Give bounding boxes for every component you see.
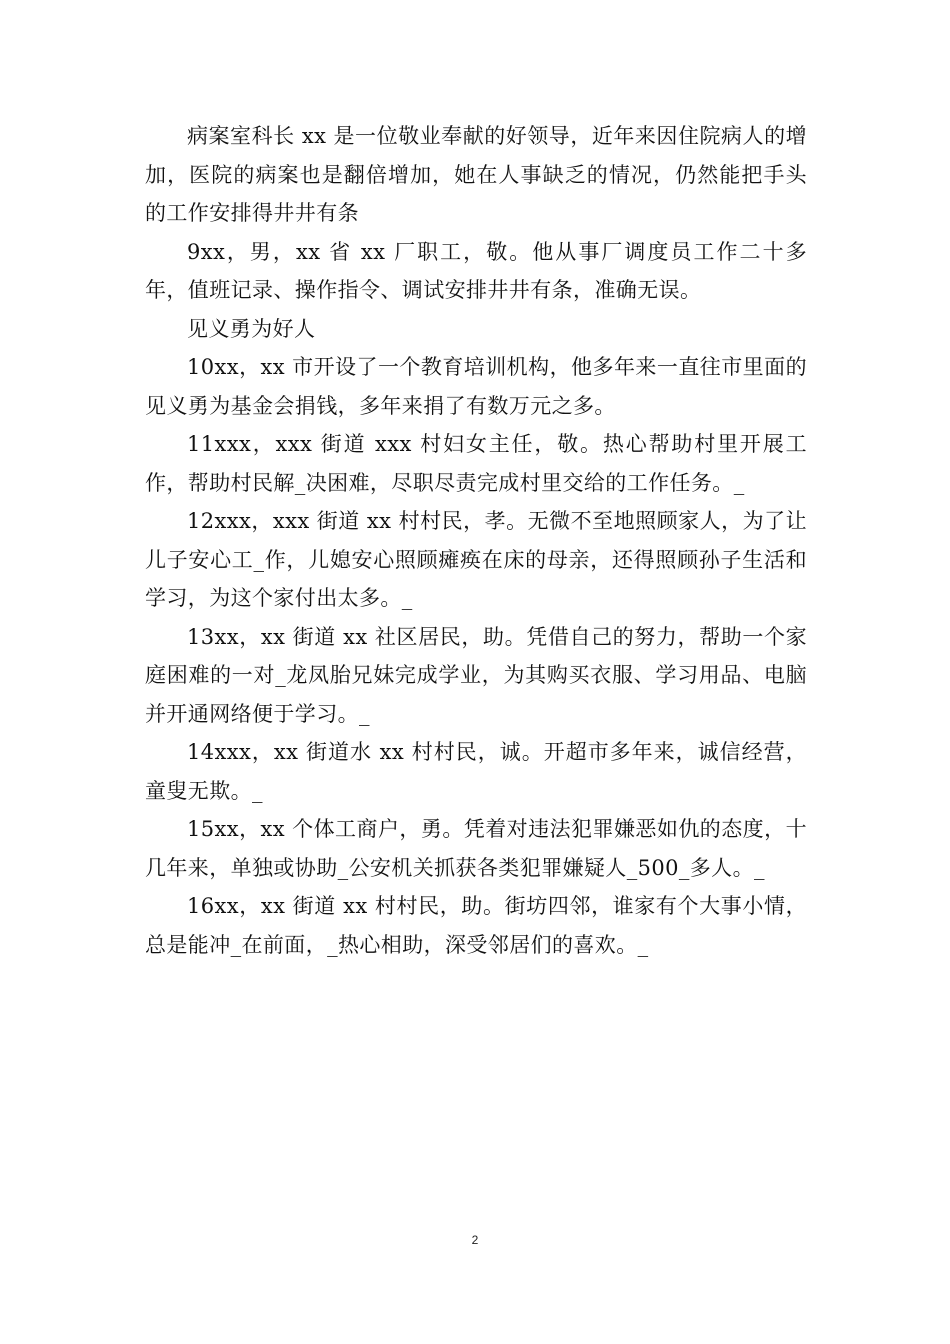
paragraph: 10xx，xx 市开设了一个教育培训机构，他多年来一直往市里面的见义勇为基金会捐钱，多年来捐了有数万元之多。 bbox=[145, 355, 807, 418]
paragraph: 16xx，xx 街道 xx 村村民，助。街坊四邻，谁家有个大事小情，总是能冲_在前面，_热心相助，深受邻居们的喜欢。_ bbox=[145, 894, 807, 957]
paragraph: 11xxx，xxx 街道 xxx 村妇女主任，敬。热心帮助村里开展工作，帮助村民解_决困难，尽职尽责完成村里交给的工作任务。_ bbox=[145, 432, 807, 495]
paragraph: 13xx，xx 街道 xx 社区居民，助。凭借自己的努力，帮助一个家庭困难的一对_龙凤胎兄妹完成学业，为其购买衣服、学习用品、电脑并开通网络便于学习。_ bbox=[145, 624, 807, 726]
document-body bbox=[145, 117, 807, 964]
paragraph: 12xxx，xxx 街道 xx 村村民，孝。无微不至地照顾家人，为了让儿子安心工_作，儿媳安心照顾瘫痪在床的母亲，还得照顾孙子生活和学习，为这个家付出太多。_ bbox=[145, 509, 807, 610]
section-heading: 见义勇为好人 bbox=[187, 316, 316, 341]
paragraph: 病案室科长 xx 是一位敬业奉献的好领导，近年来因住院病人的增加，医院的病案也是翻倍增加，她在人事缺乏的情况，仍然能把手头的工作安排得井井有条 bbox=[145, 124, 807, 225]
paragraph: 14xxx，xx 街道水 xx 村村民，诚。开超市多年来，诚信经营，童叟无欺。_ bbox=[145, 740, 807, 803]
paragraph: 9xx，男，xx 省 xx 厂职工，敬。他从事厂调度员工作二十多年，值班记录、操作指令、调试安排井井有条，准确无误。 bbox=[145, 239, 807, 302]
paragraph: 15xx，xx 个体工商户，勇。凭着对违法犯罪嫌恶如仇的态度，十几年来，单独或协助_公安机关抓获各类犯罪嫌疑人_500_多人。_ bbox=[145, 817, 807, 880]
page-number: 2 bbox=[471, 1233, 479, 1247]
